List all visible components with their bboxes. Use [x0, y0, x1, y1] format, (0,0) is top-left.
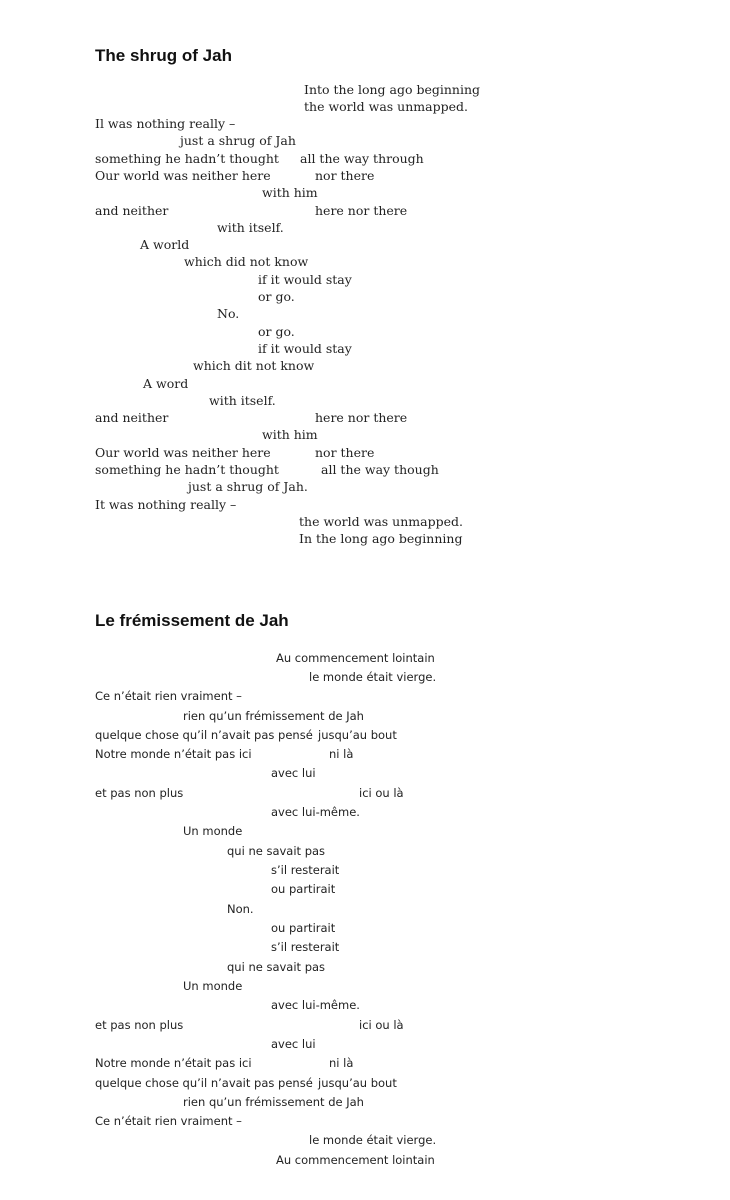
poem-line: Our world was neither here: [95, 168, 271, 183]
poem-line: rien qu’un frémissement de Jah: [183, 1095, 364, 1109]
poem-line: if it would stay: [258, 272, 352, 287]
poem-line: le monde était vierge.: [309, 1133, 437, 1147]
poem-line: avec lui-même.: [271, 998, 360, 1012]
poem-line: le monde était vierge.: [309, 670, 437, 684]
poem-line: which dit not know: [193, 358, 315, 373]
poem-line: something he hadn’t thought: [95, 462, 279, 477]
poem-line: quelque chose qu’il n’avait pas pensé: [95, 1076, 313, 1090]
poem-line: Un monde: [183, 979, 243, 993]
poem-line: and neither: [95, 410, 169, 425]
poem-line: Ce n’était rien vraiment –: [95, 689, 242, 703]
french-poem-title: Le frémissement de Jah: [95, 611, 289, 630]
poem-line: Notre monde n’était pas ici: [95, 1056, 252, 1070]
poem-line: the world was unmapped.: [299, 514, 463, 529]
poem-line: qui ne savait pas: [227, 844, 326, 858]
poem-line: avec lui: [271, 766, 316, 780]
poem-line: Notre monde n’était pas ici: [95, 747, 252, 761]
poem-line: et pas non plus: [95, 1018, 184, 1032]
poem-line: s’il resterait: [271, 863, 340, 877]
poem-line: Un monde: [183, 824, 243, 838]
poem-line: something he hadn’t thought: [95, 151, 279, 166]
poem-line: ni là: [329, 1056, 354, 1070]
poem-line: ni là: [329, 747, 354, 761]
poem-line: A world: [140, 237, 190, 252]
poem-line: ici ou là: [359, 786, 404, 800]
poem-line: In the long ago beginning: [299, 531, 463, 546]
poem-line: qui ne savait pas: [227, 960, 326, 974]
poem-line: quelque chose qu’il n’avait pas pensé: [95, 728, 313, 742]
poem-line: avec lui-même.: [271, 805, 360, 819]
poem-line: ici ou là: [359, 1018, 404, 1032]
poem-line: all the way through: [300, 151, 424, 166]
poem-line: and neither: [95, 203, 169, 218]
poem-line: avec lui: [271, 1037, 316, 1051]
poem-line: Into the long ago beginning: [304, 82, 481, 97]
poem-line: Our world was neither here: [95, 445, 271, 460]
poem-line: nor there: [315, 168, 375, 183]
poem-line: with him: [262, 427, 318, 442]
poem-line: jusqu’au bout: [318, 1076, 397, 1090]
poem-line: or go.: [258, 289, 295, 304]
poem-line: s’il resterait: [271, 940, 340, 954]
poem-line: It was nothing really –: [95, 497, 237, 512]
poem-line: or go.: [258, 324, 295, 339]
poem-line: Il was nothing really –: [95, 116, 236, 131]
poem-line: jusqu’au bout: [318, 728, 397, 742]
poem-line: Au commencement lointain: [276, 651, 435, 665]
poem-line: Non.: [227, 902, 254, 916]
poem-line: Ce n’était rien vraiment –: [95, 1114, 242, 1128]
english-poem-title: The shrug of Jah: [95, 46, 232, 65]
poem-line: here nor there: [315, 203, 408, 218]
poem-line: the world was unmapped.: [304, 99, 468, 114]
poem-line: here nor there: [315, 410, 408, 425]
poem-line: which did not know: [184, 254, 309, 269]
poem-line: A word: [143, 376, 189, 391]
poem-line: rien qu’un frémissement de Jah: [183, 709, 364, 723]
poem-line: all the way though: [321, 462, 439, 477]
poem-line: with itself.: [217, 220, 284, 235]
poem-line: nor there: [315, 445, 375, 460]
poem-line: ou partirait: [271, 921, 336, 935]
poem-line: just a shrug of Jah.: [188, 479, 308, 494]
poem-line: just a shrug of Jah: [180, 133, 296, 148]
poem-line: ou partirait: [271, 882, 336, 896]
poem-line: No.: [217, 306, 240, 321]
poem-line: with him: [262, 185, 318, 200]
poem-line: with itself.: [209, 393, 276, 408]
poem-line: if it would stay: [258, 341, 352, 356]
poem-line: Au commencement lointain: [276, 1153, 435, 1167]
poem-line: et pas non plus: [95, 786, 184, 800]
